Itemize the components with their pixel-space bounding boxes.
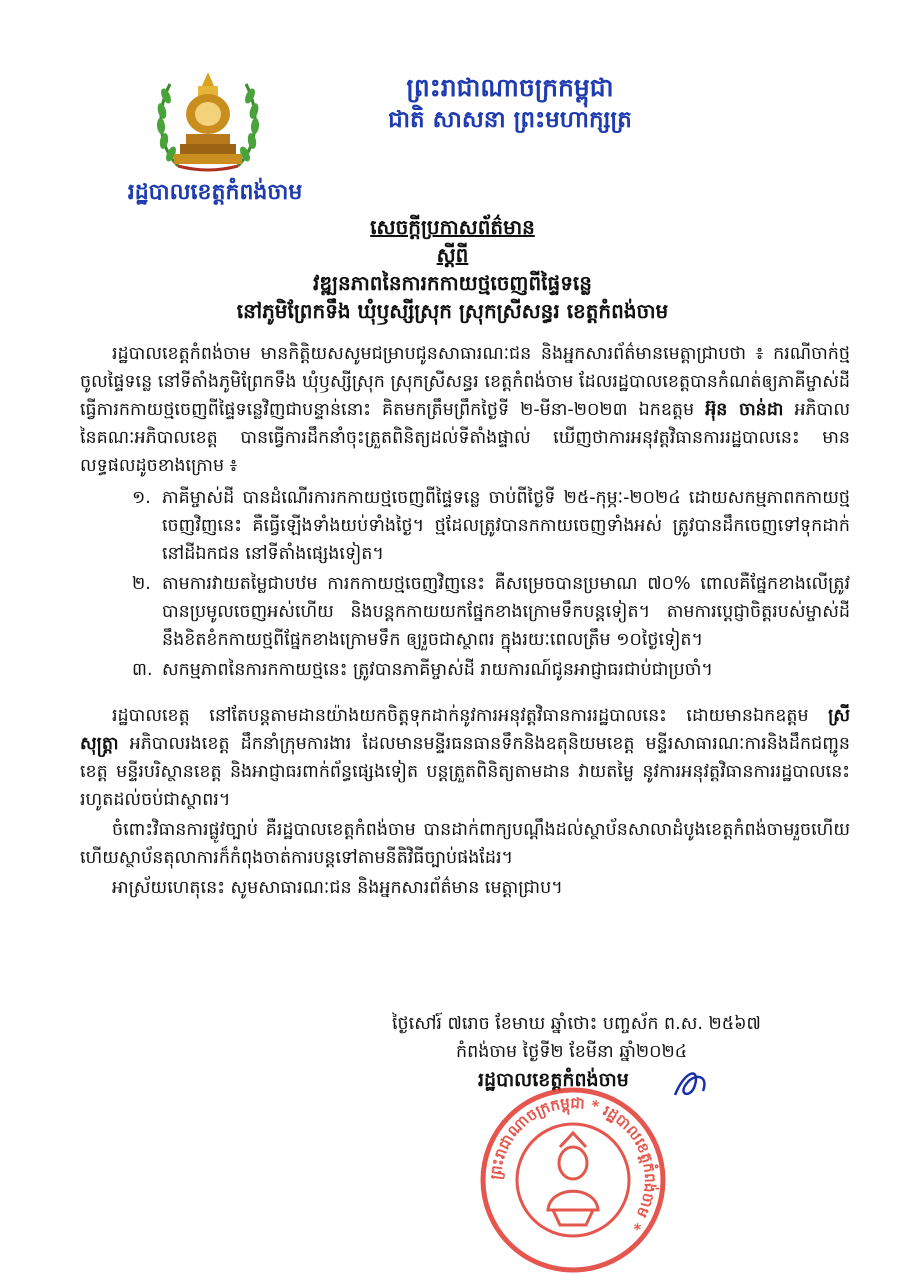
list-item-number: ១. (132, 488, 151, 508)
title-line-2: ស្តីពី (436, 243, 469, 267)
intro-text-a: រដ្ឋបាលខេត្តកំពង់ចាម មានកិត្តិយសសូមជម្រាបជូនសាធារណៈជន និងអ្នកសារព័ត៌មានមេត្តាជ្រាបថា ៖ ករណីចាក់ថ្មចូលផ្ទៃទន្លេ នៅទីតាំងភូមិព្រែកទឹង ឃុំឫស្សីស្រុក ស្រុកស្រីសន្ធរ ខេត្តកំពង់ចាម ដែលរដ្ឋបាលខេត្តបានកំណត់ឲ្យភាគីម្ចាស់ដី ធ្វើការកកាយថ្មចេញពីផ្ទៃទន្លេវិញជាបន្ទាន់នោះ គិតមកត្រឹមព្រឹកថ្ងៃទី ២-មីនា-២០២៣ ឯកឧត្តម (80, 344, 850, 420)
seal-ring-text: ព្រះរាជាណាចក្រកម្ពុជា * រដ្ឋបាលខេត្តកំពង់ចាម * (486, 1093, 660, 1234)
closing-paragraph: អាស្រ័យហេតុនេះ សូមសាធារណៈជន និងអ្នកសារព័ត៌មាន មេត្តាជ្រាប។ (112, 878, 563, 898)
title-line-1: សេចក្តីប្រកាសព័ត៌មាន (370, 215, 535, 239)
list-item-number: ២. (132, 574, 151, 594)
signature-block (380, 1010, 820, 1094)
findings-list (80, 484, 850, 684)
signature-icon (665, 1065, 725, 1105)
list-item (80, 484, 850, 568)
legal-paragraph: ចំពោះវិធានការផ្លូវច្បាប់ គឺរដ្ឋបាលខេត្តកំពង់ចាម បានដាក់ពាក្យបណ្តឹងដល់ស្ថាប័នសាលាដំបូងខេត្តកំពង់ចាមរួចហើយ ហើយស្ថាប័នតុលាការក៏កំពុងចាត់ការបន្តទៅតាមនីតិវិធីច្បាប់ផងដែរ។ (80, 820, 850, 868)
para2-text-a: រដ្ឋបាលខេត្ត នៅតែបន្តតាមដានយ៉ាងយកចិត្តទុកដាក់នូវការអនុវត្តវិធានការរដ្ឋបាលនេះ ដោយមានឯកឧត្តម (112, 706, 829, 726)
signing-office: រដ្ឋបាលខេត្តកំពង់ចាម (478, 1069, 629, 1091)
list-item (80, 656, 850, 684)
intro-text-b: អភិបាល នៃគណៈអភិបាលខេត្ត បានធ្វើការដឹកនាំចុះត្រួតពិនិត្យដល់ទីតាំងផ្ទាល់ ឃើញថាការអនុវត្តវិធានការរដ្ឋបាលនេះ មានលទ្ធផលដូចខាងក្រោម ៖ (80, 400, 850, 476)
kingdom-name: ព្រះរាជាណាចក្រកម្ពុជា (406, 73, 614, 102)
followup-paragraph (80, 702, 850, 814)
intro-paragraph (80, 340, 850, 480)
place-and-date: កំពង់ចាម ថ្ងៃទី២ ខែមីនា ឆ្នាំ២០២៤ (456, 1042, 688, 1062)
official-name: អ៊ុន ចាន់ដា (705, 400, 784, 420)
list-item-number: ៣. (132, 660, 153, 680)
document-body (80, 340, 850, 902)
list-item-text: សកម្មភាពនៃការកកាយថ្មនេះ ត្រូវបានភាគីម្ចាស់ដី រាយការណ៍ជូនអាជ្ញាធរជាប់ជាប្រចាំ។ (162, 660, 713, 680)
list-item-text: ភាគីម្ចាស់ដី បានដំណើរការកកាយថ្មចេញពីផ្ទៃទន្លេ ចាប់ពីថ្ងៃទី ២៥-កុម្ភៈ-២០២៤ ដោយសកម្មភាពកកាយថ្មចេញវិញនេះ គឺធ្វើឡើងទាំងយប់ទាំងថ្ងៃ។ ថ្មដែលត្រូវបានកកាយចេញទាំងអស់ ត្រូវបានដឹកចេញទៅទុកដាក់នៅដីឯកជន នៅទីតាំងផ្សេងទៀត។ (162, 488, 850, 564)
deputy-governor-name: ស្រី សុត្ត្រា (80, 706, 850, 754)
para2-text-b: អភិបាលរងខេត្ត ដឹកនាំក្រុមការងារ ដែលមានមន្ទីរធនធានទឹកនិងឧតុនិយមខេត្ត មន្ទីរសាធារណៈការនិងដឹកជញ្ជូនខេត្ត មន្ទីរបរិស្ថានខេត្ត និងអាជ្ញាធរពាក់ព័ន្ធផ្សេងទៀត បន្តត្រួតពិនិត្យតាមដាន វាយតម្លៃ នូវការអនុវត្តវិធានការរដ្ឋបាលនេះរហូតដល់ចប់ជាស្ថាពរ។ (80, 734, 850, 810)
lunar-date: ថ្ងៃសៅរ៍ ៧រោច ខែមាឃ ឆ្នាំថោះ បញ្ចស័ក ព.ស. ២៥៦៧ (392, 1014, 761, 1034)
document-title (90, 213, 815, 325)
royal-emblem-icon (148, 66, 268, 176)
title-line-3: វឌ្ឍនភាពនៃការកកាយថ្មចេញពីផ្ទៃទន្លេ (313, 271, 592, 295)
official-seal-icon (478, 1085, 668, 1275)
list-item (80, 570, 850, 654)
list-item-text: តាមការវាយតម្លៃជាបឋម ការកកាយថ្មចេញវិញនេះ គឺសម្រេចបានប្រមាណ ៧០% ពោលគឺផ្នែកខាងលើត្រូវបានប្រមូលចេញអស់ហើយ និងបន្តកកាយយកផ្នែកខាងក្រោមទឹកបន្តទៀត។ តាមការប្តេជ្ញាចិត្តរបស់ម្ចាស់ដី នឹងខិតខំកកាយថ្មពីផ្នែកខាងក្រោមទឹក ឲ្យរួចជាស្ថាពរ ក្នុងរយៈពេលត្រឹម ១០ថ្ងៃទៀត។ (162, 574, 850, 650)
issuing-agency: រដ្ឋបាលខេត្តកំពង់ចាម (127, 180, 303, 205)
national-motto: ជាតិ សាសនា ព្រះមហាក្សត្រ (388, 107, 632, 133)
kingdom-header (270, 72, 750, 136)
title-line-4: នៅភូមិព្រែកទឹង ឃុំឫស្សីស្រុក ស្រុកស្រីសន្ធរ ខេត្តកំពង់ចាម (236, 299, 669, 323)
